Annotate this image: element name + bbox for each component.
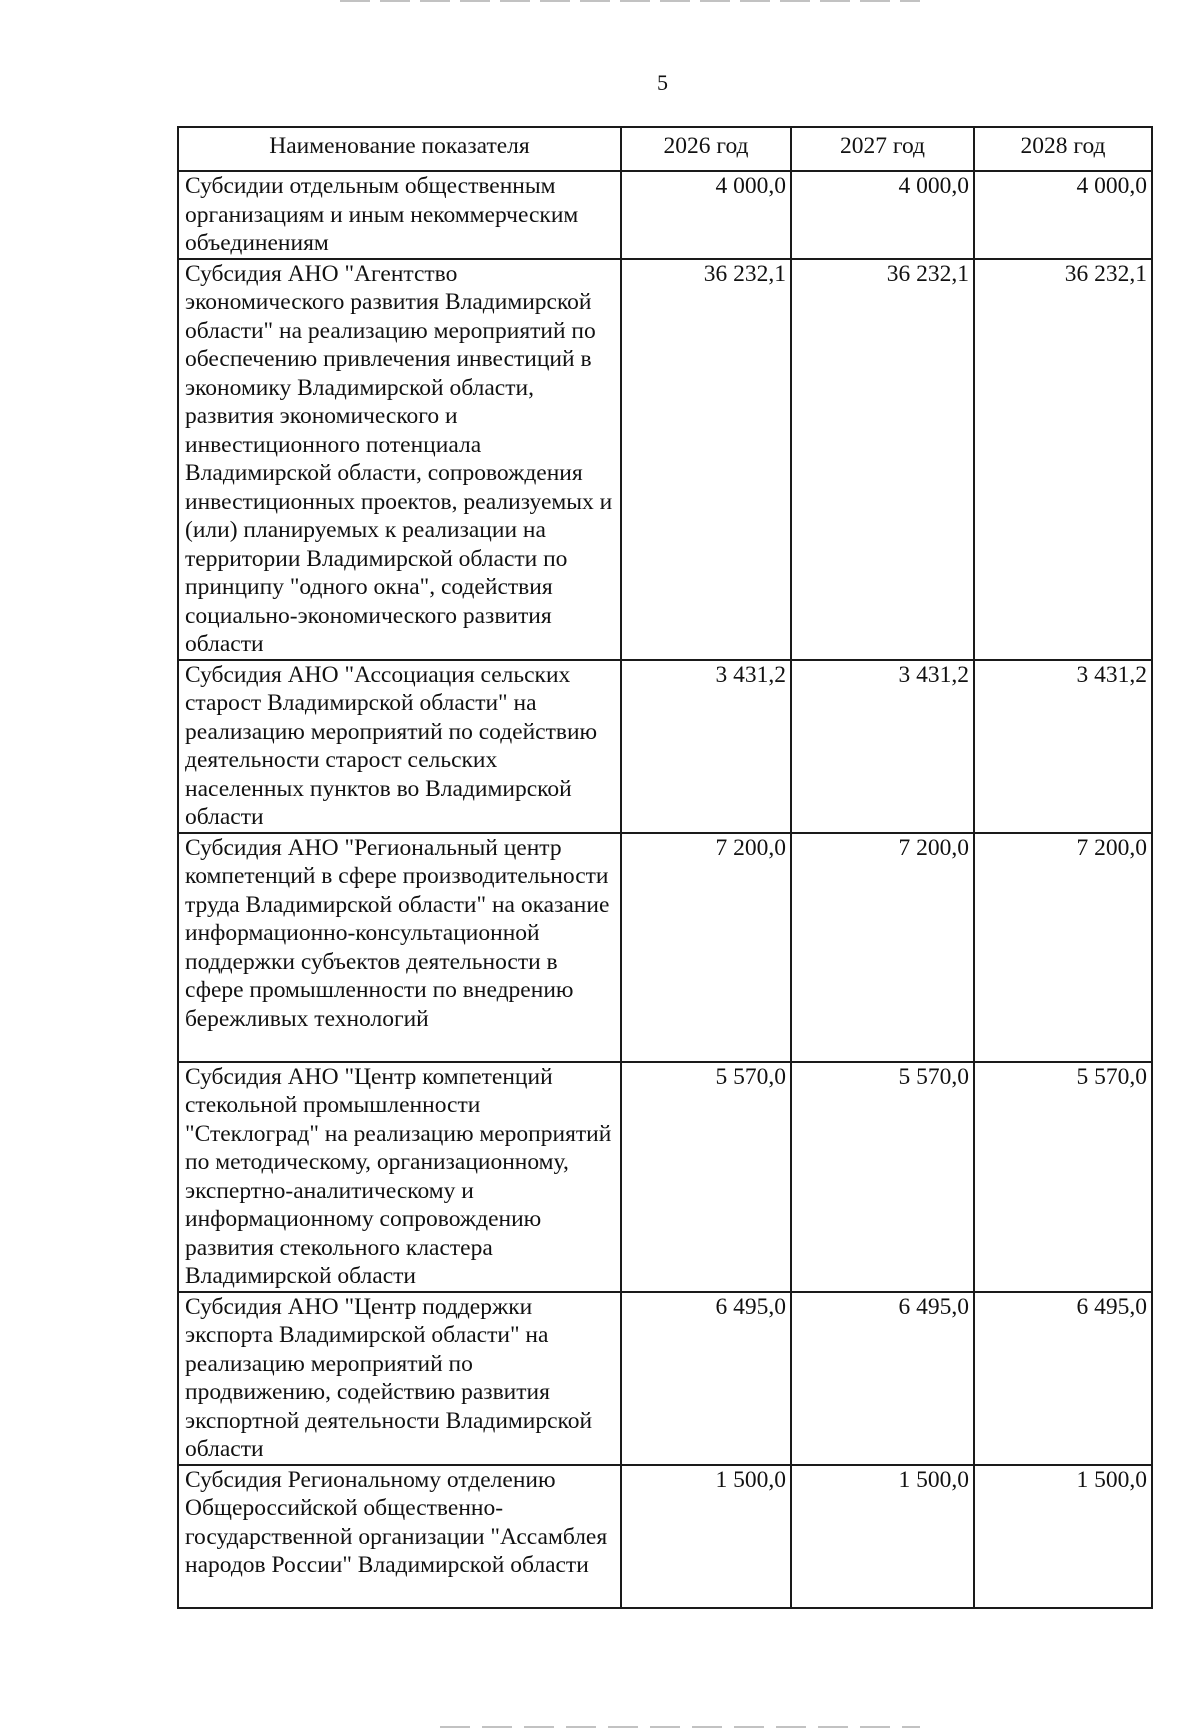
indicator-name: Субсидии отдельным общественным организациям и иным некоммерческим объединениям: [178, 171, 621, 259]
table-header-row: [178, 127, 1152, 171]
value-2028: 4 000,0: [974, 171, 1152, 259]
value-2026: 4 000,0: [621, 171, 791, 259]
indicator-name: Субсидия Региональному отделению Общероссийской общественно-государственной организации "Ассамблея народов России" Владимирской области: [178, 1465, 621, 1608]
value-2026: 3 431,2: [621, 660, 791, 833]
value-2026: 1 500,0: [621, 1465, 791, 1608]
value-2027: 7 200,0: [791, 833, 974, 1062]
value-2027: 3 431,2: [791, 660, 974, 833]
value-2027: 4 000,0: [791, 171, 974, 259]
table-row: [178, 1465, 1152, 1608]
header-year-2027: 2027 год: [791, 127, 974, 171]
value-2026: 5 570,0: [621, 1062, 791, 1292]
header-indicator-name: Наименование показателя: [178, 127, 621, 171]
indicator-name: Субсидия АНО "Центр компетенций стекольной промышленности "Стеклоград" на реализацию мероприятий по методическому, организационному, экспертно-аналитическому и информационному сопровождению развития стекольного кластера Владимирской области: [178, 1062, 621, 1292]
scan-artifact-top: [340, 0, 920, 2]
value-2026: 36 232,1: [621, 259, 791, 660]
value-2028: 5 570,0: [974, 1062, 1152, 1292]
value-2027: 36 232,1: [791, 259, 974, 660]
indicator-name: Субсидия АНО "Агентство экономического развития Владимирской области" на реализацию мероприятий по обеспечению привлечения инвестиций в экономику Владимирской области, развития экономического и инвестиционного потенциала Владимирской области, сопровождения инвестиционных проектов, реализуемых и (или) планируемых к реализации на территории Владимирской области по принципу "одного окна", содействия социально-экономического развития области: [178, 259, 621, 660]
header-year-2028: 2028 год: [974, 127, 1152, 171]
page-number: 5: [657, 70, 668, 95]
value-2027: 5 570,0: [791, 1062, 974, 1292]
value-2028: 6 495,0: [974, 1292, 1152, 1465]
value-2026: 6 495,0: [621, 1292, 791, 1465]
table-row: [178, 660, 1152, 833]
value-2027: 6 495,0: [791, 1292, 974, 1465]
value-2027: 1 500,0: [791, 1465, 974, 1608]
table-row: [178, 259, 1152, 660]
table-row: [178, 1292, 1152, 1465]
table-row: [178, 833, 1152, 1062]
budget-table: [177, 126, 1153, 1609]
scan-artifact-bottom: [440, 1726, 920, 1728]
indicator-name: Субсидия АНО "Региональный центр компетенций в сфере производительности труда Владимирской области" на оказание информационно-консультационной поддержки субъектов деятельности в сфере промышленности по внедрению бережливых технологий: [178, 833, 621, 1062]
value-2028: 3 431,2: [974, 660, 1152, 833]
value-2028: 1 500,0: [974, 1465, 1152, 1608]
value-2026: 7 200,0: [621, 833, 791, 1062]
value-2028: 36 232,1: [974, 259, 1152, 660]
table-row: [178, 171, 1152, 259]
header-year-2026: 2026 год: [621, 127, 791, 171]
indicator-name: Субсидия АНО "Ассоциация сельских старост Владимирской области" на реализацию мероприятий по содействию деятельности старост сельских населенных пунктов во Владимирской области: [178, 660, 621, 833]
value-2028: 7 200,0: [974, 833, 1152, 1062]
indicator-name: Субсидия АНО "Центр поддержки экспорта Владимирской области" на реализацию мероприятий по продвижению, содействию развития экспортной деятельности Владимирской области: [178, 1292, 621, 1465]
table-row: [178, 1062, 1152, 1292]
